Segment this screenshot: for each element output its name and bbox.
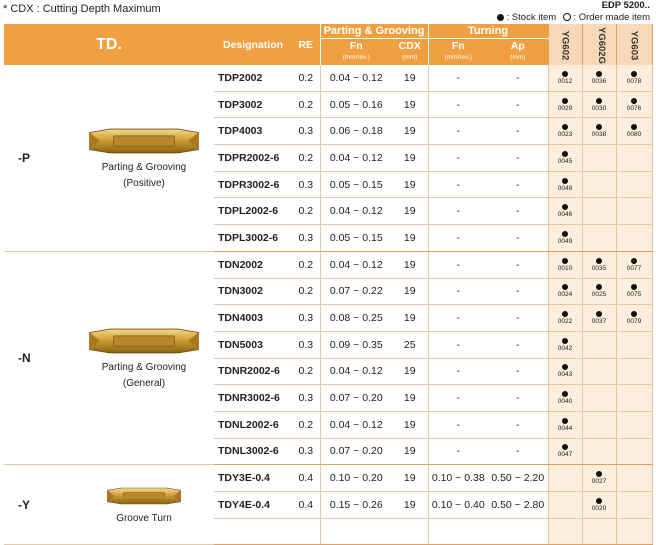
edp-suffix: 0043	[557, 371, 573, 379]
grade-cell	[616, 198, 652, 225]
cdx-cell: 19	[392, 171, 428, 198]
stock-dot-icon	[596, 98, 602, 104]
designation-cell: TDPR3002-6	[214, 171, 292, 198]
re-cell: 0.2	[292, 358, 320, 385]
grade-cell	[548, 145, 582, 172]
grade-cell	[582, 198, 616, 225]
header-grade-yg602g: YG602G	[582, 24, 616, 65]
grade-cell	[616, 278, 652, 305]
cdx-cell: 25	[392, 331, 428, 358]
turning-fn-cell: -	[428, 331, 488, 358]
grade-cell	[548, 518, 582, 545]
header-designation: Designation	[214, 24, 292, 65]
ap-cell: -	[488, 438, 548, 465]
re-cell: 0.2	[292, 65, 320, 91]
cdx-cell: 19	[392, 385, 428, 412]
stock-dot-icon	[562, 231, 568, 237]
ap-cell	[488, 518, 548, 545]
grade-cell	[582, 145, 616, 172]
edp-suffix: 0045	[557, 157, 573, 165]
fn-cell: 0.05 ~ 0.15	[320, 225, 392, 252]
cdx-note: * CDX : Cutting Depth Maximum	[3, 3, 161, 15]
header-ap: Ap (mm)	[488, 39, 548, 66]
stock-dot-icon	[631, 98, 637, 104]
cdx-cell: 19	[392, 145, 428, 172]
designation-cell: TDY3E-0.4	[214, 465, 292, 492]
stock-dot-icon	[562, 391, 568, 397]
ap-cell: -	[488, 198, 548, 225]
stock-dot-icon	[562, 258, 568, 264]
turning-fn-cell: -	[428, 198, 488, 225]
cdx-cell: 19	[392, 251, 428, 278]
stock-dot-icon	[562, 364, 568, 370]
stock-dot-icon	[562, 444, 568, 450]
header-cdx: CDX (mm)	[392, 39, 428, 66]
insert-image-icon	[84, 324, 204, 358]
stock-dot-icon	[562, 71, 568, 77]
group-label: -P	[4, 65, 74, 251]
designation-cell: TDNR3002-6	[214, 385, 292, 412]
edp-suffix: 0079	[626, 318, 642, 326]
grade-cell	[616, 65, 652, 91]
edp-suffix: 0048	[557, 184, 573, 192]
fn-cell: 0.10 ~ 0.20	[320, 465, 392, 492]
insert-image-icon	[84, 124, 204, 158]
turning-fn-cell	[428, 518, 488, 545]
stock-dot-icon	[631, 284, 637, 290]
designation-cell: TDPL2002-6	[214, 198, 292, 225]
grade-cell	[616, 171, 652, 198]
turning-fn-cell: -	[428, 91, 488, 118]
insert-image-icon	[104, 483, 184, 509]
grade-cell	[582, 225, 616, 252]
cdx-cell: 19	[392, 305, 428, 332]
grade-cell	[548, 65, 582, 91]
re-cell: 0.2	[292, 251, 320, 278]
legend-stock: : Stock item	[506, 12, 557, 23]
fn-cell: 0.06 ~ 0.18	[320, 118, 392, 145]
grade-cell	[616, 91, 652, 118]
grade-cell	[548, 331, 582, 358]
turning-fn-cell: -	[428, 251, 488, 278]
stock-dot-icon	[562, 284, 568, 290]
edp-suffix: 0023	[557, 131, 573, 139]
edp-suffix: 0040	[557, 398, 573, 406]
header-grade-yg602: YG602	[548, 24, 582, 65]
grade-cell	[548, 411, 582, 438]
header-re: RE	[292, 24, 320, 65]
stock-dot-icon	[562, 151, 568, 157]
cdx-cell: 19	[392, 492, 428, 519]
edp-suffix: 0049	[557, 237, 573, 245]
re-cell: 0.3	[292, 438, 320, 465]
grade-cell	[548, 385, 582, 412]
grade-cell	[616, 438, 652, 465]
cdx-cell: 19	[392, 91, 428, 118]
ap-cell: -	[488, 225, 548, 252]
fn-cell: 0.04 ~ 0.12	[320, 411, 392, 438]
grade-cell	[548, 358, 582, 385]
fn-cell: 0.07 ~ 0.20	[320, 438, 392, 465]
edp-suffix: 0046	[557, 211, 573, 219]
ap-cell: -	[488, 331, 548, 358]
re-cell: 0.3	[292, 118, 320, 145]
filled-dot-icon	[497, 14, 504, 21]
cdx-cell: 19	[392, 225, 428, 252]
re-cell: 0.4	[292, 465, 320, 492]
group-illustration	[74, 65, 214, 251]
ap-cell: -	[488, 145, 548, 172]
cdx-cell: 19	[392, 465, 428, 492]
fn-cell: 0.04 ~ 0.12	[320, 65, 392, 91]
designation-cell: TDN5003	[214, 331, 292, 358]
edp-suffix: 0027	[591, 478, 607, 486]
grade-cell	[616, 145, 652, 172]
grade-cell	[616, 385, 652, 412]
stock-dot-icon	[596, 258, 602, 264]
edp-suffix: 0010	[557, 264, 573, 272]
stock-dot-icon	[562, 178, 568, 184]
ap-cell: -	[488, 305, 548, 332]
legend-order: : Order made item	[573, 12, 650, 23]
edp-suffix: 0042	[557, 344, 573, 352]
grade-cell	[582, 65, 616, 91]
ap-cell: -	[488, 411, 548, 438]
grade-cell	[616, 251, 652, 278]
turning-fn-cell: -	[428, 411, 488, 438]
re-cell: 0.2	[292, 278, 320, 305]
legend	[497, 12, 650, 23]
designation-cell	[214, 518, 292, 545]
stock-dot-icon	[596, 71, 602, 77]
turning-fn-cell: -	[428, 358, 488, 385]
turning-fn-cell: -	[428, 278, 488, 305]
designation-cell: TDNL3002-6	[214, 438, 292, 465]
re-cell: 0.3	[292, 331, 320, 358]
ap-cell: -	[488, 118, 548, 145]
ap-cell: -	[488, 65, 548, 91]
designation-cell: TDPL3002-6	[214, 225, 292, 252]
re-cell: 0.2	[292, 411, 320, 438]
table-row	[4, 251, 652, 278]
designation-cell: TDP2002	[214, 65, 292, 91]
fn-cell: 0.05 ~ 0.15	[320, 171, 392, 198]
ap-cell: 0.50 ~ 2.20	[488, 465, 548, 492]
edp-suffix: 0035	[591, 264, 607, 272]
group-label: -Y	[4, 465, 74, 545]
table-row	[4, 465, 652, 492]
stock-dot-icon	[631, 124, 637, 130]
edp-suffix: 0024	[557, 291, 573, 299]
grade-cell	[582, 251, 616, 278]
edp-suffix: 0030	[591, 104, 607, 112]
edp-suffix: 0038	[591, 131, 607, 139]
grade-cell	[548, 278, 582, 305]
turning-fn-cell: -	[428, 171, 488, 198]
designation-cell: TDN3002	[214, 278, 292, 305]
fn-cell: 0.15 ~ 0.26	[320, 492, 392, 519]
grade-cell	[548, 492, 582, 519]
grade-cell	[548, 465, 582, 492]
header-td: TD.	[4, 24, 214, 65]
cdx-cell: 19	[392, 65, 428, 91]
grade-cell	[616, 305, 652, 332]
cdx-cell: 19	[392, 278, 428, 305]
edp-suffix: 0078	[626, 77, 642, 85]
edp-suffix: 0029	[557, 104, 573, 112]
ap-cell: 0.50 ~ 2.80	[488, 492, 548, 519]
stock-dot-icon	[562, 124, 568, 130]
grade-cell	[582, 118, 616, 145]
stock-dot-icon	[596, 311, 602, 317]
grade-cell	[616, 465, 652, 492]
header-fn: Fn (mm/rev.)	[320, 39, 392, 66]
header-grade-yg603: YG603	[616, 24, 652, 65]
grade-cell	[616, 331, 652, 358]
insert-caption: Parting & Grooving (Positive)	[101, 161, 187, 189]
grade-cell	[582, 518, 616, 545]
re-cell: 0.2	[292, 198, 320, 225]
re-cell: 0.3	[292, 171, 320, 198]
designation-cell: TDN4003	[214, 305, 292, 332]
grade-cell	[582, 91, 616, 118]
ap-cell: -	[488, 385, 548, 412]
grade-cell	[616, 492, 652, 519]
designation-cell: TDNR2002-6	[214, 358, 292, 385]
grade-cell	[616, 225, 652, 252]
grade-cell	[582, 171, 616, 198]
edp-suffix: 0036	[591, 77, 607, 85]
edp-code: EDP 5200..	[601, 0, 650, 11]
stock-dot-icon	[596, 471, 602, 477]
ap-cell: -	[488, 278, 548, 305]
edp-suffix: 0037	[591, 318, 607, 326]
table-row	[4, 65, 652, 91]
insert-caption: Groove Turn	[116, 512, 172, 524]
cdx-cell: 19	[392, 198, 428, 225]
edp-suffix: 0044	[557, 424, 573, 432]
grade-cell	[582, 278, 616, 305]
re-cell	[292, 518, 320, 545]
stock-dot-icon	[562, 311, 568, 317]
stock-dot-icon	[596, 124, 602, 130]
designation-cell: TDNL2002-6	[214, 411, 292, 438]
ap-cell: -	[488, 251, 548, 278]
edp-suffix: 0020	[591, 504, 607, 512]
hollow-dot-icon	[563, 13, 571, 21]
re-cell: 0.4	[292, 492, 320, 519]
turning-fn-cell: 0.10 ~ 0.38	[428, 465, 488, 492]
group-illustration	[74, 251, 214, 465]
turning-fn-cell: -	[428, 305, 488, 332]
grade-cell	[582, 385, 616, 412]
re-cell: 0.2	[292, 91, 320, 118]
stock-dot-icon	[596, 498, 602, 504]
fn-cell: 0.07 ~ 0.20	[320, 385, 392, 412]
turning-fn-cell: -	[428, 225, 488, 252]
designation-cell: TDY4E-0.4	[214, 492, 292, 519]
edp-suffix: 0076	[626, 104, 642, 112]
designation-cell: TDN2002	[214, 251, 292, 278]
grade-cell	[582, 438, 616, 465]
fn-cell: 0.07 ~ 0.22	[320, 278, 392, 305]
fn-cell: 0.04 ~ 0.12	[320, 251, 392, 278]
fn-cell: 0.08 ~ 0.25	[320, 305, 392, 332]
cdx-cell: 19	[392, 118, 428, 145]
turning-fn-cell: -	[428, 65, 488, 91]
insert-caption: Parting & Grooving (General)	[101, 362, 187, 390]
turning-fn-cell: -	[428, 118, 488, 145]
edp-suffix: 0025	[591, 291, 607, 299]
edp-suffix: 0022	[557, 318, 573, 326]
re-cell: 0.2	[292, 145, 320, 172]
group-illustration	[74, 465, 214, 545]
turning-fn-cell: -	[428, 145, 488, 172]
fn-cell	[320, 518, 392, 545]
designation-cell: TDP4003	[214, 118, 292, 145]
grade-cell	[548, 118, 582, 145]
turning-fn-cell: 0.10 ~ 0.40	[428, 492, 488, 519]
grade-cell	[548, 438, 582, 465]
stock-dot-icon	[631, 71, 637, 77]
grade-cell	[548, 198, 582, 225]
header-parting-grooving: Parting & Grooving	[320, 24, 428, 39]
cdx-cell	[392, 518, 428, 545]
fn-cell: 0.09 ~ 0.35	[320, 331, 392, 358]
stock-dot-icon	[631, 311, 637, 317]
header-turning: Turning	[428, 24, 548, 39]
grade-cell	[616, 411, 652, 438]
fn-cell: 0.05 ~ 0.16	[320, 91, 392, 118]
ap-cell: -	[488, 171, 548, 198]
fn-cell: 0.04 ~ 0.12	[320, 145, 392, 172]
grade-cell	[582, 465, 616, 492]
edp-suffix: 0047	[557, 451, 573, 459]
designation-cell: TDPR2002-6	[214, 145, 292, 172]
insert-table	[4, 24, 653, 545]
grade-cell	[548, 305, 582, 332]
grade-cell	[548, 91, 582, 118]
fn-cell: 0.04 ~ 0.12	[320, 198, 392, 225]
grade-cell	[582, 411, 616, 438]
re-cell: 0.3	[292, 385, 320, 412]
grade-cell	[616, 518, 652, 545]
stock-dot-icon	[562, 418, 568, 424]
edp-suffix: 0075	[626, 291, 642, 299]
cdx-cell: 19	[392, 358, 428, 385]
grade-cell	[616, 118, 652, 145]
header-turning-fn: Fn (mm/rev.)	[428, 39, 488, 66]
re-cell: 0.3	[292, 305, 320, 332]
turning-fn-cell: -	[428, 438, 488, 465]
stock-dot-icon	[596, 284, 602, 290]
re-cell: 0.3	[292, 225, 320, 252]
grade-cell	[582, 492, 616, 519]
turning-fn-cell: -	[428, 385, 488, 412]
stock-dot-icon	[562, 338, 568, 344]
stock-dot-icon	[562, 98, 568, 104]
fn-cell: 0.04 ~ 0.12	[320, 358, 392, 385]
grade-cell	[548, 225, 582, 252]
grade-cell	[582, 305, 616, 332]
stock-dot-icon	[631, 258, 637, 264]
cdx-cell: 19	[392, 411, 428, 438]
ap-cell: -	[488, 358, 548, 385]
edp-suffix: 0077	[626, 264, 642, 272]
grade-cell	[616, 358, 652, 385]
stock-dot-icon	[562, 204, 568, 210]
grade-cell	[548, 251, 582, 278]
edp-suffix: 0080	[626, 131, 642, 139]
group-label: -N	[4, 251, 74, 465]
grade-cell	[582, 331, 616, 358]
edp-suffix: 0012	[557, 77, 573, 85]
grade-cell	[548, 171, 582, 198]
ap-cell: -	[488, 91, 548, 118]
grade-cell	[582, 358, 616, 385]
designation-cell: TDP3002	[214, 91, 292, 118]
cdx-cell: 19	[392, 438, 428, 465]
